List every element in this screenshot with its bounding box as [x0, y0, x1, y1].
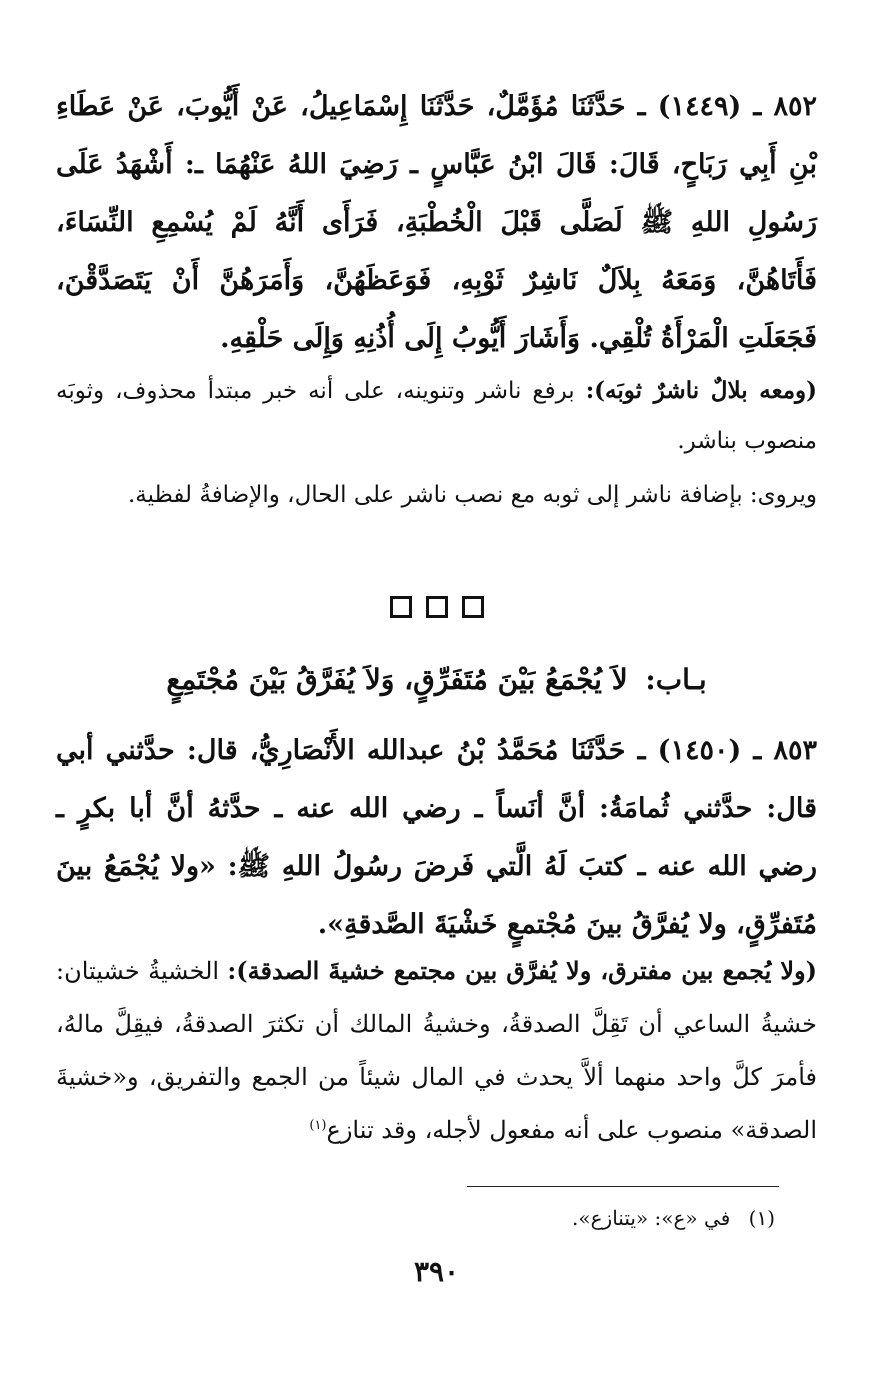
- commentary-1-lead: (ومعه بلالٌ ناشرٌ ثوبَه):: [585, 377, 817, 404]
- commentary-2-text: ويروى: بإضافة ناشر إلى ثوبه مع نصب ناشر على الحال، والإضافةُ لفظية.: [127, 482, 817, 508]
- separator-square-icon: [390, 596, 412, 618]
- commentary-1-text: برفع ناشر وتنوينه، على أنه خبر مبتدأ محذوف، وثوبَه منصوب بناشر.: [56, 378, 817, 454]
- hadith-853: [56, 722, 817, 954]
- chapter-heading: [56, 658, 817, 702]
- commentary-2: [56, 470, 817, 520]
- hadith-853-text: ٨٥٣ ـ (١٤٥٠) ـ حَدَّثَنَا مُحَمَّدُ بْنُ عبدالله الأَنْصَارِيُّ، قال: حدَّثني أبي قال: حدَّثني ثُمامَةُ: أنَّ أنَساً ـ رضي الله عنه ـ حدَّثهُ أنَّ أبا بكرٍ ـ رضي الله عنه ـ كتبَ لَهُ الَّتي فَرضَ رسُولُ اللهِ ﷺ: «ولا يُجْمَعُ بينَ مُتَفرِّقٍ، ولا يُفرَّقُ بينَ مُجْتمعٍ خَشْيَةَ الصَّدقةِ».: [56, 735, 817, 940]
- chapter-label: بـاب:: [645, 663, 707, 696]
- commentary-3-text: الخشيةُ خشيتان: خشيةُ الساعي أن تَقِلَّ الصدقةُ، وخشيةُ المالك أن تكثرَ الصدقةُ، فيقِلَّ مالهُ، فأمرَ كلَّ واحد منهما ألاَّ يحدث في المال شيئاً من الجمع والتفريق، و«خشيةَ الصدقة» منصوب على أنه مفعول لأجله، وقد تنازع: [56, 957, 817, 1144]
- separator-square-icon: [426, 596, 448, 618]
- footnote: [56, 1202, 775, 1234]
- separator-square-icon: [462, 596, 484, 618]
- footnote-number: (١): [748, 1206, 775, 1230]
- commentary-1: [56, 366, 817, 466]
- footnote-divider: [467, 1186, 779, 1187]
- page-number: ٣٩٠: [413, 1255, 460, 1288]
- commentary-3-lead: (ولا يُجمع بين مفترق، ولا يُفرَّق بين مجتمع خشيةَ الصدقة):: [227, 956, 817, 985]
- hadith-852-text: ٨٥٢ ـ (١٤٤٩) ـ حَدَّثَنَا مُؤَمَّلٌ، حَدَّثَنَا إِسْمَاعِيلُ، عَنْ أَيُّوبَ، عَنْ عَطَاءِ بْنِ أَبِي رَبَاحٍ، قَالَ: قَالَ ابْنُ عَبَّاسٍ ـ رَضِيَ اللهُ عَنْهُمَا ـ: أَشْهَدُ عَلَى رَسُولِ اللهِ ﷺ لَصَلَّى قَبْلَ الْخُطْبَةِ، فَرَأَى أَنَّهُ لَمْ يُسْمِعِ النِّسَاءَ، فَأَتَاهُنَّ، وَمَعَهُ بِلاَلٌ نَاشِرٌ ثَوْبِهِ، فَوَعَظَهُنَّ، وَأَمَرَهُنَّ أَنْ يَتَصَدَّقْنَ، فَجَعَلَتِ الْمَرْأَةُ تُلْقِي. وَأَشَارَ أَيُّوبُ إِلَى أُذُنِهِ وَإِلَى حَلْقِهِ.: [56, 91, 817, 354]
- footnote-text: في «ع»: «يتنازع».: [572, 1206, 731, 1230]
- section-separator: [0, 596, 873, 618]
- footnote-reference: (١): [309, 1118, 327, 1133]
- commentary-3: [56, 944, 817, 1157]
- hadith-852: [56, 78, 817, 368]
- chapter-title: لاَ يُجْمَعُ بَيْنَ مُتَفَرِّقٍ، وَلاَ يُفَرَّقُ بَيْنَ مُجْتَمِعٍ: [166, 663, 628, 696]
